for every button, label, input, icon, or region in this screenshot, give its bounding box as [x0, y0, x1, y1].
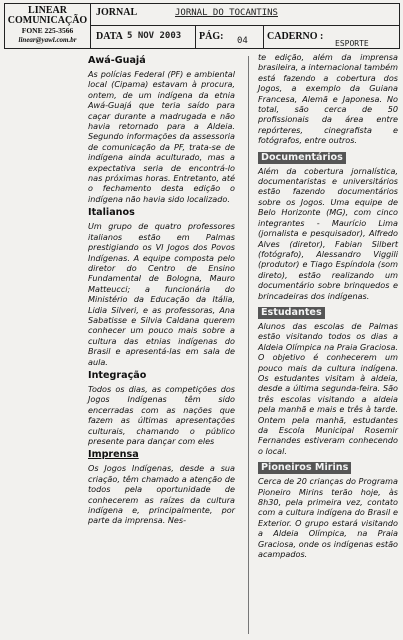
brand-line1: LINEAR — [28, 5, 67, 16]
article-column-right — [258, 52, 398, 562]
paragraph-documentarios: Além da cobertura jornalística, documentaristas e universitários estão fazendo documentários sobre os Jogos. Uma equipe de Belo Horizonte (MG), com cinco integrantes - Maurício Lima (jornalista e pesquisador), Alfredo Alves (diretor), Fabian Silbert (fotógrafo), Alessandro Viggili (produtor) e Tiago Espíndola (som direto), estão realizando um documentário sobre brinquedos e brincadeiras dos indígenas. — [258, 165, 398, 301]
agency-brand — [5, 4, 91, 48]
paragraph-pioneiros-mirins: Cerca de 20 crianças do Programa Pioneiro Mirins terão hoje, às 8h30, pela primeira vez, contato com a cultura indígena do Brasil e Exterior. O grupo estará visitando a Aldeia Olímpica, na Praia Graciosa, onde os indígenas estão acampados. — [258, 476, 398, 560]
form-divider — [195, 25, 196, 48]
pag-value: 04 — [237, 36, 248, 46]
heading-documentarios: Documentários — [258, 152, 346, 164]
caderno-label: CADERNO : — [267, 31, 324, 42]
paragraph-estudantes: Alunos das escolas de Palmas estão visitando todos os dias a Aldeia Olímpica na Praia Graciosa. O objetivo é conhecerem um pouco mais da cultura indígena. Os estudantes visitam à aldeia, desde a última segunda-feira. São três escolas visitando a aldeia pela manhã e mais e três à tarde. Ontem pela manhã, estudantes da Escola Municipal Rosemir Fernandes estiveram conhecendo o local. — [258, 320, 398, 456]
article-column-left — [88, 52, 235, 529]
jornal-value: JORNAL DO TOCANTINS — [175, 8, 278, 18]
clipping-header-form — [4, 3, 400, 49]
heading-integracao: Integração — [88, 369, 147, 381]
paragraph-imprensa-cont: te edição, além da imprensa brasileira, a internacional também está fazendo a cobertura dos Jogos, a exemplo da Guiana Francesa, Alemã e Japonesa. No total, são cerca de 50 profissionais da área entre repórteres, cinegrafista e fotógrafos, entre outros. — [258, 52, 398, 146]
heading-pioneiros-mirins: Pioneiros Mirins — [258, 462, 351, 474]
data-label: DATA — [96, 31, 123, 42]
form-divider — [263, 25, 264, 48]
brand-phone: FONE 225-3566 — [21, 26, 74, 35]
heading-italianos: Italianos — [88, 207, 135, 219]
heading-estudantes: Estudantes — [258, 307, 325, 319]
brand-line2: COMUNICAÇÃO — [7, 14, 88, 26]
caderno-value: ESPORTE — [335, 39, 369, 48]
paragraph-imprensa: Os Jogos Indígenas, desde a sua criação, têm chamado a atenção de todos pela oportunidade de conhecerem as raízes da cultura indígena e, principalmente, por parte da imprensa. Nes- — [88, 463, 235, 526]
brand-email: linear@yawl.com.br — [18, 35, 77, 44]
column-rule — [248, 56, 249, 634]
heading-imprensa: Imprensa — [88, 449, 139, 461]
data-value: 5 NOV 2003 — [127, 31, 182, 41]
pag-label: PÁG: — [199, 31, 224, 42]
paragraph-integracao: Todos os dias, as competições dos Jogos Indígenas têm sido encerradas com as nações que fazem as últimas apresentações culturais, chamando o público presente para dançar com eles — [88, 383, 235, 446]
article-title: Awá-Guajá — [88, 55, 146, 66]
paragraph-awa-guaja: As polícias Federal (PF) e ambiental local (Cipama) estavam à procura, ontem, de um indígena da etnia Awá-Guajá que teria saído para caçar durante a madrugada e não havia retornado para a Aldeia. Segundo informações da assessoria de comunicação da PF, trata-se de indígena ainda aculturado, mas a expectativa seria de encontrá-lo nas próximas horas. Entretanto, até o fechamento desta edição o indígena não havia sido localizado. — [88, 69, 235, 204]
form-divider — [91, 25, 399, 26]
jornal-label: JORNAL — [96, 7, 138, 18]
paragraph-italianos: Um grupo de quatro professores italianos estão em Palmas prestigiando os VI Jogos dos Povos Indígenas. A equipe composta pelo diretor do Centro de Ensino Fundamental de Bologna, Mauro Matteucci; a funcionária do Ministério da Educação da Itália, Lidia Silveri, e as professoras, Ana Sabatisse e Silvia Caldana querem conhecer um pouco mais sobre a cultura das etnias indígenas do Brasil e apresentá-las em sala de aula. — [88, 221, 235, 367]
